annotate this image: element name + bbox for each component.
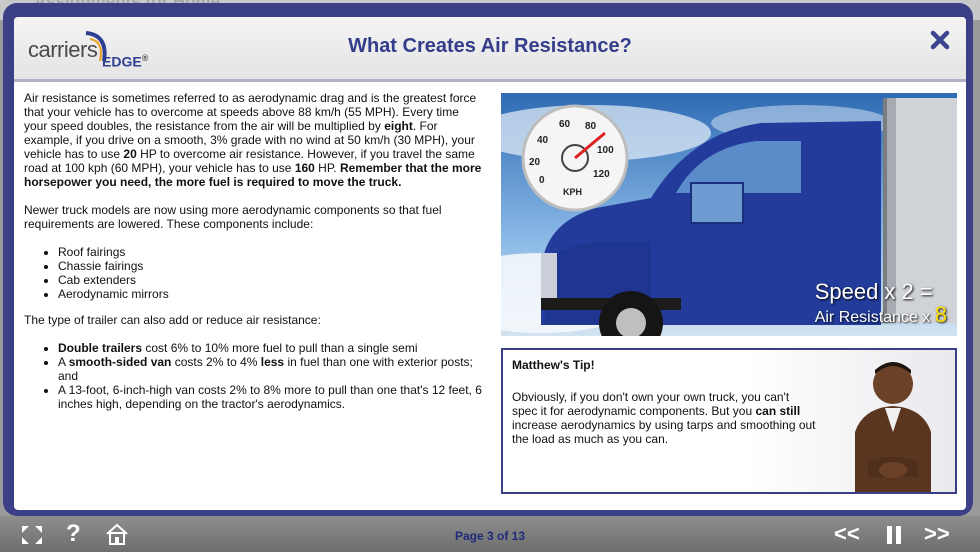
logo-word: carriers bbox=[28, 37, 98, 62]
list-item: • Double trailers cost 6% to 10% more fuel to pull than a single semi bbox=[58, 341, 482, 355]
caption-multiplier: 8 bbox=[934, 302, 947, 327]
truck-photo bbox=[501, 93, 957, 336]
lesson-window-frame bbox=[3, 3, 973, 516]
close-icon bbox=[930, 30, 950, 50]
gauge-tick-60: 60 bbox=[559, 119, 571, 130]
components-list bbox=[24, 245, 482, 301]
page-indicator: Page 3 of 13 bbox=[454, 529, 526, 543]
lesson-text bbox=[24, 91, 482, 423]
list-item: • A 13-foot, 6-inch-high van costs 2% to 8% more to pull than one that's 12 feet, 6 inches high, depending on the tractor's aerodynamics. bbox=[58, 383, 482, 411]
next-button[interactable]: >> bbox=[924, 521, 950, 546]
logo-edge: EDGE® bbox=[102, 53, 149, 70]
pause-icon bbox=[886, 526, 902, 544]
list-item: • Cab extenders bbox=[58, 273, 482, 287]
page-title: What Creates Air Resistance? bbox=[348, 35, 632, 57]
list-item: • Roof fairings bbox=[58, 245, 482, 259]
gauge-unit-label: KPH bbox=[563, 187, 583, 197]
lesson-panel bbox=[14, 17, 966, 510]
presenter-photo bbox=[833, 352, 953, 492]
list-item: • Chassie fairings bbox=[58, 259, 482, 273]
close-button[interactable] bbox=[930, 29, 950, 57]
lesson-header bbox=[14, 17, 966, 82]
list-item: • Aerodynamic mirrors bbox=[58, 287, 482, 301]
photo-caption bbox=[815, 279, 947, 328]
paragraph-components: Newer truck models are now using more aerodynamic components so that fuel requirements are lowered. These components include: bbox=[24, 203, 442, 231]
trailer-list bbox=[24, 341, 482, 411]
gauge-tick-120: 120 bbox=[593, 169, 610, 180]
gauge-tick-40: 40 bbox=[537, 135, 549, 146]
list-item: • A smooth-sided van costs 2% to 4% less in fuel than one with exterior posts; and bbox=[58, 355, 482, 383]
tip-text: Obviously, if you don't own your own truck, you can't spec it for aerodynamic components. But you can still increase aerodynamics by using tarps and smoothing out the load as much as you can. bbox=[512, 390, 816, 446]
gauge-tick-0: 0 bbox=[539, 175, 545, 186]
pause-button[interactable] bbox=[886, 526, 902, 549]
paragraph-trailer: The type of trailer can also add or reduce air resistance: bbox=[24, 313, 321, 327]
tip-heading: Matthew's Tip! bbox=[512, 358, 595, 372]
previous-button[interactable]: << bbox=[834, 521, 860, 546]
caption-line2: Air Resistance x 8 bbox=[814, 302, 947, 327]
help-button[interactable]: ? bbox=[66, 520, 81, 547]
paragraph-air-resistance: Air resistance is sometimes referred to as aerodynamic drag and is the greatest force that your vehicle has to overcome at speeds above 88 km/h (55 MPH). Every time your speed doubles, the resistance from the air will be multiplied by eight. For example, if you drive on a smooth, 3% grade with no wind at 50 km/h (30 MPH), your vehicle has to use 20 HP to overcome air resistance. However, if you travel the same road at 100 kph (60 MPH), your vehicle has to use 160 HP. Remember that the more horsepower you need, the more fuel is required to move the truck. bbox=[24, 91, 482, 189]
footer-bar bbox=[0, 516, 980, 552]
tip-box bbox=[501, 348, 957, 494]
gauge-tick-100: 100 bbox=[597, 145, 614, 156]
gauge-tick-80: 80 bbox=[585, 121, 597, 132]
caption-line1: Speed x 2 = bbox=[814, 279, 933, 304]
gauge-tick-20: 20 bbox=[529, 157, 541, 168]
